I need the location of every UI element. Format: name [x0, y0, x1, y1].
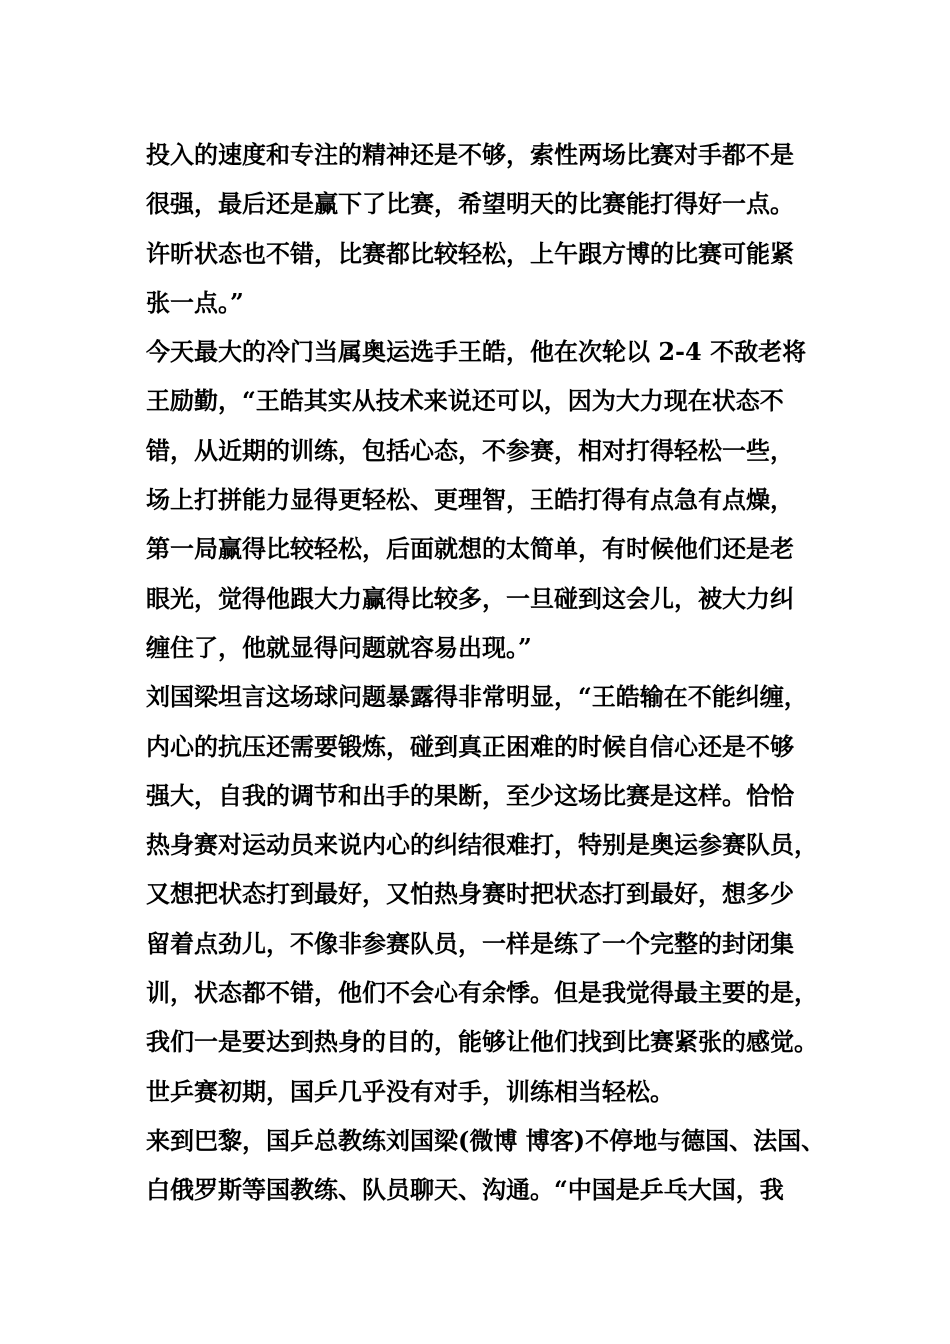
text-line: 第一局赢得比较轻松，后面就想的太简单，有时候他们还是老: [146, 534, 794, 564]
text-line: 缠住了，他就显得问题就容易出现。”: [146, 632, 532, 662]
body-text: [146, 130, 836, 1215]
text-line: 来到巴黎，国乒总教练刘国梁(微博 博客)不停地与德国、法国、: [146, 1125, 826, 1155]
text-line: 眼光，觉得他跟大力赢得比较多，一旦碰到这会儿，被大力纠: [146, 583, 794, 613]
text-line: 我们一是要达到热身的目的，能够让他们找到比赛紧张的感觉。: [146, 1027, 818, 1057]
text-line: 错，从近期的训练，包括心态，不参赛，相对打得轻松一些，: [146, 435, 794, 465]
text-line: 训，状态都不错，他们不会心有余悸。但是我觉得最主要的是，: [146, 978, 818, 1008]
text-line: 世乒赛初期，国乒几乎没有对手，训练相当轻松。: [146, 1076, 674, 1106]
text-line: 又想把状态打到最好，又怕热身赛时把状态打到最好，想多少: [146, 879, 794, 909]
text-line: 强大，自我的调节和出手的果断，至少这场比赛是这样。恰恰: [146, 780, 794, 810]
text-line: 热身赛对运动员来说内心的纠结很难打，特别是奥运参赛队员，: [146, 830, 818, 860]
text-line: 场上打拼能力显得更轻松、更理智，王皓打得有点急有点燥，: [146, 485, 794, 515]
text-line: 留着点劲儿，不像非参赛队员，一样是练了一个完整的封闭集: [146, 928, 794, 958]
text-line: 投入的速度和专注的精神还是不够，索性两场比赛对手都不是: [146, 140, 794, 169]
text-line: 内心的抗压还需要锻炼，碰到真正困难的时候自信心还是不够: [146, 731, 794, 761]
text-line: 白俄罗斯等国教练、队员聊天、沟通。“中国是乒乓大国，我: [146, 1175, 784, 1205]
text-line: 刘国梁坦言这场球问题暴露得非常明显，“王皓输在不能纠缠，: [146, 682, 808, 712]
text-line: 许昕状态也不错，比赛都比较轻松，上午跟方博的比赛可能紧: [146, 238, 794, 268]
text-line: 很强，最后还是赢下了比赛，希望明天的比赛能打得好一点。: [146, 189, 794, 219]
text-line: 王励勤，“王皓其实从技术来说还可以，因为大力现在状态不: [146, 386, 784, 416]
text-line: 今天最大的冷门当属奥运选手王皓，他在次轮以 2-4 不敌老将: [146, 337, 807, 367]
text-line: 张一点。”: [146, 287, 244, 317]
